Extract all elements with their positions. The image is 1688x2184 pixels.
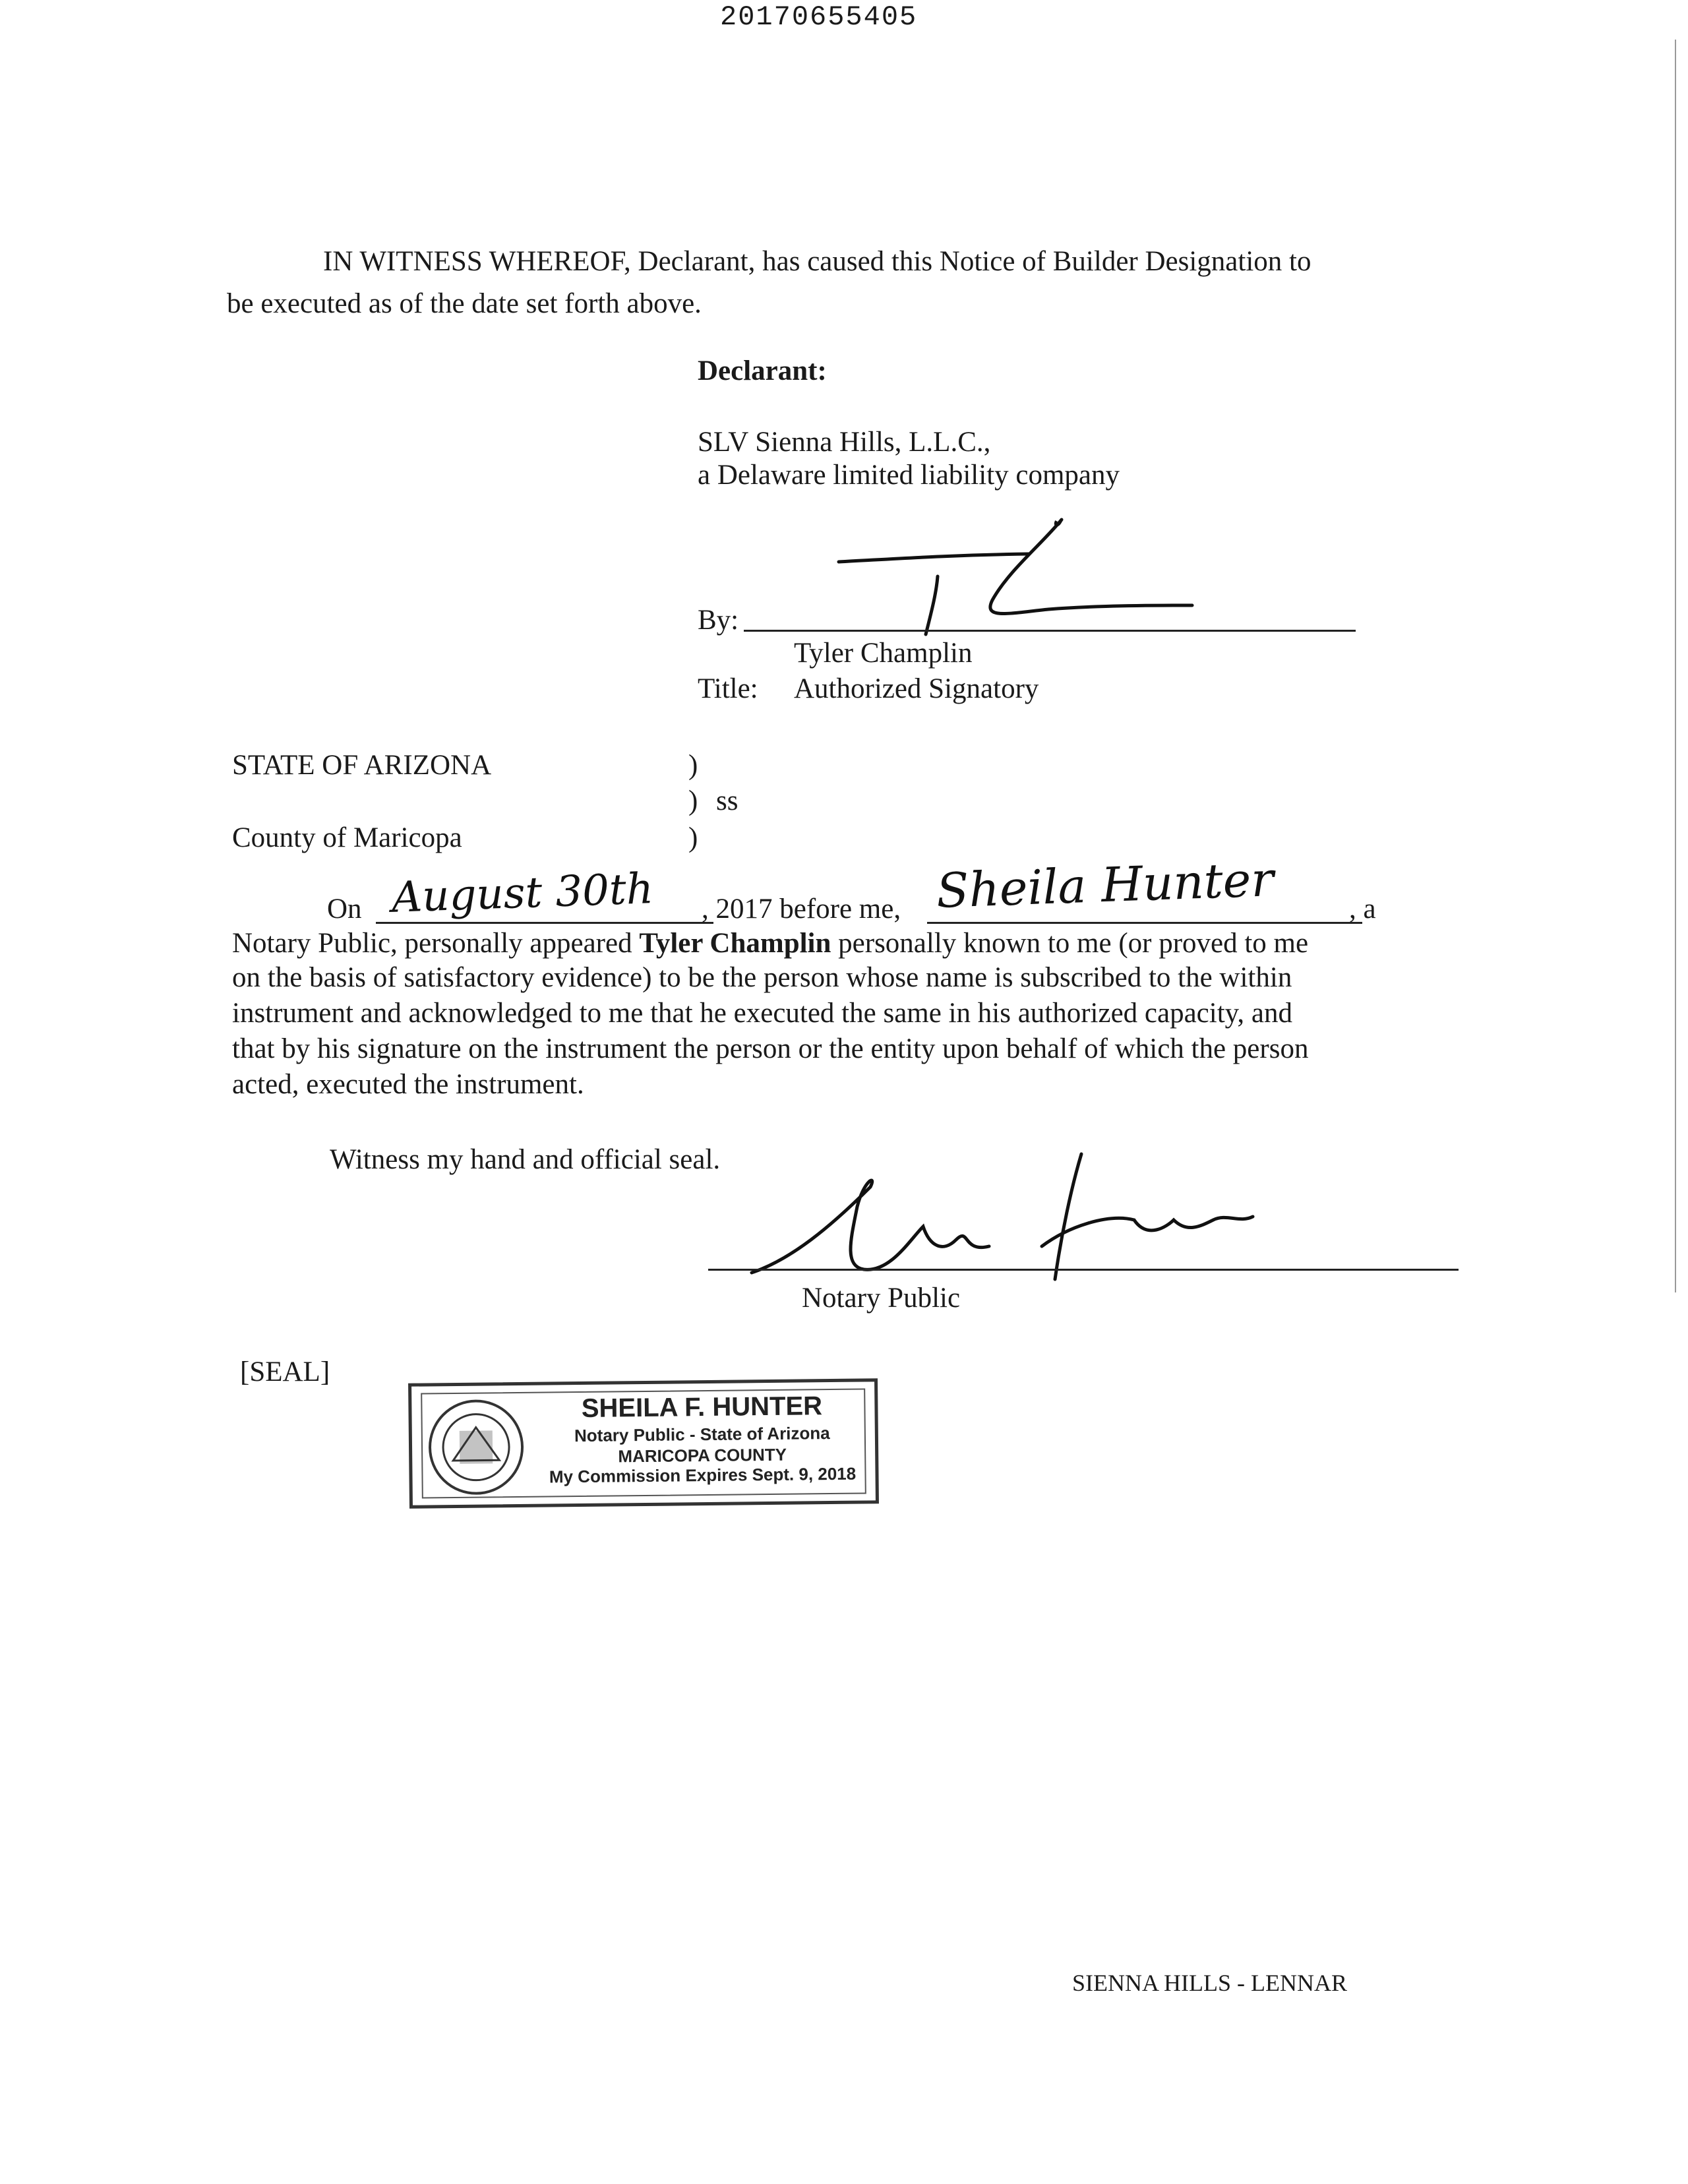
ack-line2 <box>232 927 1308 959</box>
stamp-line2: Notary Public - State of Arizona <box>574 1423 830 1446</box>
stamp-name: SHEILA F. HUNTER <box>581 1391 823 1423</box>
notary-name-fill-line <box>927 922 1362 924</box>
venue-paren-2: ) <box>688 785 698 816</box>
state-label: STATE OF ARIZONA <box>232 750 492 781</box>
handwritten-date: August 30th <box>390 864 655 923</box>
footer-project: SIENNA HILLS - LENNAR <box>1072 1970 1347 1996</box>
ack-line2-pre: Notary Public, personally appeared <box>232 928 632 959</box>
venue-paren-1: ) <box>688 750 698 781</box>
seal-label: [SEAL] <box>240 1356 330 1387</box>
ack-on: On <box>327 894 362 925</box>
signature-line <box>744 630 1356 632</box>
stamp-line4: My Commission Expires Sept. 9, 2018 <box>549 1463 857 1487</box>
notary-stamp <box>408 1378 879 1508</box>
ack-year: , 2017 before me, <box>702 894 901 925</box>
signer-title: Authorized Signatory <box>794 673 1039 704</box>
witness-paragraph-line2: be executed as of the date set forth above. <box>227 288 702 319</box>
notary-signature-line <box>708 1269 1459 1271</box>
notary-public-label: Notary Public <box>802 1283 961 1314</box>
witness-hand-text: Witness my hand and official seal. <box>330 1144 721 1175</box>
ss-label: ss <box>716 785 738 816</box>
company-name: SLV Sienna Hills, L.L.C., <box>698 427 991 458</box>
handwritten-notary-name: Sheila Hunter <box>935 851 1275 919</box>
county-label: County of Maricopa <box>232 822 462 853</box>
state-seal-icon <box>426 1397 526 1498</box>
notary-signature <box>712 1147 1279 1292</box>
ack-line4: instrument and acknowledged to me that he executed the same in his authorized capacity, and <box>232 998 1292 1029</box>
ack-line2-name: Tyler Champlin <box>639 928 831 959</box>
signer-name: Tyler Champlin <box>794 638 973 669</box>
venue-paren-3: ) <box>688 822 698 853</box>
witness-paragraph-line1: IN WITNESS WHEREOF, Declarant, has caused this Notice of Builder Designation to <box>323 246 1311 277</box>
date-fill-line <box>376 922 713 924</box>
title-label: Title: <box>698 673 758 704</box>
scan-edge-line <box>1675 40 1676 1292</box>
ack-line6: acted, executed the instrument. <box>232 1069 584 1100</box>
declarant-signature <box>831 508 1213 640</box>
ack-line3: on the basis of satisfactory evidence) to be the person whose name is subscribed to the within <box>232 962 1292 993</box>
ack-a: , a <box>1349 894 1376 925</box>
declarant-heading: Declarant: <box>698 355 827 386</box>
stamp-line3: MARICOPA COUNTY <box>618 1444 787 1467</box>
ack-line5: that by his signature on the instrument the person or the entity upon behalf of which the person <box>232 1033 1309 1064</box>
ack-line2-post: personally known to me (or proved to me <box>838 928 1309 959</box>
by-label: By: <box>698 605 739 636</box>
company-type: a Delaware limited liability company <box>698 460 1120 491</box>
document-number: 20170655405 <box>720 1 918 33</box>
